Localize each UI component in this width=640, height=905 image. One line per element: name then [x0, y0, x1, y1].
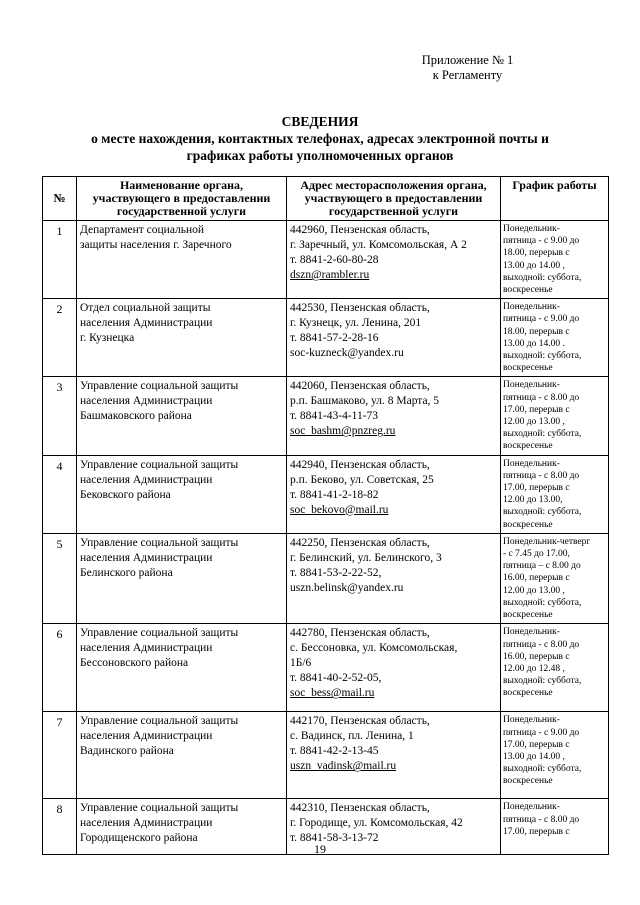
- schedule-line: Понедельник-: [503, 224, 560, 234]
- address-line: г. Заречный, ул. Комсомольская, А 2: [290, 239, 467, 251]
- row-number: 5: [43, 533, 77, 623]
- email-link[interactable]: soc-kuzneck@yandex.ru: [290, 347, 404, 360]
- annex-line-2: к Регламенту: [432, 68, 503, 82]
- table-row: [43, 712, 609, 799]
- table-row: [43, 533, 609, 623]
- organ-name-line: Отдел социальной защиты: [80, 302, 211, 315]
- row-number: 1: [43, 221, 77, 299]
- address-line: 442780, Пензенская область,: [290, 627, 430, 640]
- organ-name-line: населения Администрации: [80, 642, 213, 655]
- schedule-line: 16.00, перерыв с: [503, 651, 570, 662]
- schedule-line: 12.00 до 13.00 ,: [503, 417, 565, 428]
- address-line: г. Белинский, ул. Белинского, 3: [290, 551, 442, 564]
- schedule-line: 17.00, перерыв с: [503, 739, 570, 750]
- schedule-line: 12.00 до 13.00 ,: [503, 585, 565, 596]
- schedule-line: Понедельник-четверг: [503, 536, 591, 547]
- schedule-line: 12.00 до 13.00,: [503, 495, 563, 506]
- schedule-line: выходной: суббота,: [503, 272, 582, 283]
- table-row: [43, 624, 609, 712]
- work-schedule: [501, 624, 609, 712]
- schedule-line: выходной: суббота,: [503, 597, 582, 608]
- address-line: 442960, Пензенская область,: [290, 224, 430, 236]
- schedule-line: Понедельник-: [503, 802, 560, 813]
- schedule-line: выходной: суббота,: [503, 764, 582, 775]
- work-schedule: [501, 377, 609, 455]
- organ-name: [77, 299, 287, 377]
- organs-table: [42, 176, 609, 855]
- header-name-line: участвующего в предоставлении: [92, 192, 271, 205]
- schedule-line: пятница - с 8.00 до: [503, 814, 580, 825]
- organ-address: [287, 455, 501, 533]
- organ-address: [287, 377, 501, 455]
- table-body: [43, 221, 609, 855]
- schedule-line: воскресенье: [503, 688, 553, 699]
- address-line: г. Кузнецк, ул. Ленина, 201: [290, 317, 422, 330]
- header-num: №: [43, 177, 77, 221]
- schedule-line: воскресенье: [503, 776, 553, 787]
- address-line: т. 8841-2-60-80-28: [290, 254, 379, 266]
- header-address-line: государственной услуги: [328, 205, 459, 218]
- schedule-line: выходной: суббота,: [503, 676, 582, 687]
- organ-name-line: г. Кузнецка: [80, 332, 135, 345]
- organ-name-line: Управление социальной защиты: [80, 536, 239, 549]
- organ-name-line: населения Администрации: [80, 730, 213, 743]
- organ-name-line: населения Администрации: [80, 395, 213, 408]
- table-row: [43, 221, 609, 299]
- organ-name-line: Департамент социальной: [80, 224, 205, 236]
- organ-name-line: Бековского района: [80, 488, 171, 501]
- address-line: т. 8841-58-3-13-72: [290, 832, 379, 845]
- row-number: 7: [43, 712, 77, 799]
- schedule-line: воскресенье: [503, 441, 553, 452]
- organ-name-line: Управление социальной защиты: [80, 458, 239, 471]
- address-line: 442170, Пензенская область,: [290, 715, 430, 728]
- schedule-line: пятница - с 8.00 до: [503, 470, 580, 481]
- organ-address: [287, 221, 501, 299]
- row-number: 6: [43, 624, 77, 712]
- email-link[interactable]: soc_bess@mail.ru: [290, 687, 375, 700]
- schedule-line: 16.00, перерыв с: [503, 573, 570, 584]
- organ-name: [77, 455, 287, 533]
- schedule-line: 18.00, перерыв с: [503, 326, 570, 337]
- schedule-line: воскресенье: [503, 610, 553, 621]
- organ-name-line: Управление социальной защиты: [80, 715, 239, 728]
- organ-address: [287, 533, 501, 623]
- email-link[interactable]: dszn@rambler.ru: [290, 269, 370, 281]
- work-schedule: [501, 455, 609, 533]
- address-line: г. Городище, ул. Комсомольская, 42: [290, 817, 463, 830]
- organ-address: [287, 624, 501, 712]
- schedule-line: 18.00, перерыв с: [503, 248, 570, 259]
- address-line: т. 8841-43-4-11-73: [290, 410, 379, 423]
- row-number: 2: [43, 299, 77, 377]
- organ-name-line: Бессоновского района: [80, 657, 189, 670]
- header-address: [287, 177, 501, 221]
- schedule-line: Понедельник-: [503, 715, 560, 726]
- address-line: 442060, Пензенская область,: [290, 380, 430, 393]
- address-line: т. 8841-40-2-52-05,: [290, 672, 382, 685]
- header-address-line: Адрес месторасположения органа,: [300, 179, 487, 192]
- organ-name: [77, 712, 287, 799]
- annex-note: [380, 53, 555, 83]
- organ-name-line: Городищенского района: [80, 832, 198, 845]
- schedule-line: 12.00 до 12.48 ,: [503, 663, 565, 674]
- address-line: с. Бессоновка, ул. Комсомольская,: [290, 642, 458, 655]
- heading-line-2: о месте нахождения, контактных телефонах, адресах электронной почты и: [91, 131, 549, 146]
- schedule-line: Понедельник-: [503, 627, 560, 638]
- document-heading: [40, 113, 600, 164]
- schedule-line: пятница - с 9.00 до: [503, 236, 580, 247]
- schedule-line: выходной: суббота,: [503, 351, 582, 362]
- annex-line-1: Приложение № 1: [421, 53, 514, 67]
- schedule-line: пятница - с 9.00 до: [503, 314, 580, 325]
- schedule-line: воскресенье: [503, 285, 553, 296]
- address-line: 442250, Пензенская область,: [290, 536, 430, 549]
- schedule-line: 13.00 до 14.00 .: [503, 338, 565, 349]
- schedule-line: 13.00 до 14.00 ,: [503, 751, 565, 762]
- header-name-line: Наименование органа,: [119, 179, 244, 192]
- organ-name-line: Управление социальной защиты: [80, 802, 239, 815]
- address-line: 442310, Пензенская область,: [290, 802, 430, 815]
- address-line: т. 8841-53-2-22-52,: [290, 566, 382, 579]
- table-row: [43, 455, 609, 533]
- schedule-line: пятница - с 9.00 до: [503, 727, 580, 738]
- header-schedule: График работы: [501, 177, 609, 221]
- organ-name-line: населения Администрации: [80, 817, 213, 830]
- organ-name-line: населения Администрации: [80, 551, 213, 564]
- schedule-line: воскресенье: [503, 519, 553, 530]
- email-link[interactable]: soc_bashm@pnzreg.ru: [290, 425, 396, 438]
- schedule-line: 13.00 до 14.00 ,: [503, 260, 565, 271]
- organ-name-line: Белинского района: [80, 566, 173, 579]
- email-link[interactable]: soc_bekovo@mail.ru: [290, 503, 389, 516]
- email-link[interactable]: uszn_vadinsk@mail.ru: [290, 760, 397, 773]
- organ-name-line: Управление социальной защиты: [80, 380, 239, 393]
- address-line: т. 8841-41-2-18-82: [290, 488, 379, 501]
- organ-address: [287, 712, 501, 799]
- email-link[interactable]: uszn.belinsk@yandex.ru: [290, 581, 404, 594]
- address-line: 1Б/6: [290, 657, 312, 670]
- organ-name-line: Башмаковского района: [80, 410, 192, 423]
- header-address-line: участвующего в предоставлении: [304, 192, 483, 205]
- address-line: 442530, Пензенская область,: [290, 302, 430, 315]
- row-number: 4: [43, 455, 77, 533]
- schedule-line: 17.00, перерыв с: [503, 404, 570, 415]
- work-schedule: [501, 712, 609, 799]
- row-number: 3: [43, 377, 77, 455]
- page-number: 19: [314, 842, 326, 856]
- organ-name: [77, 533, 287, 623]
- schedule-line: выходной: суббота,: [503, 429, 582, 440]
- schedule-line: - с 7.45 до 17.00,: [503, 549, 570, 560]
- schedule-line: выходной: суббота,: [503, 507, 582, 518]
- organ-name-line: населения Администрации: [80, 317, 213, 330]
- table-row: [43, 299, 609, 377]
- schedule-line: 17.00, перерыв с: [503, 483, 570, 494]
- organ-name: [77, 377, 287, 455]
- schedule-line: пятница - с 8.00 до: [503, 392, 580, 403]
- header-name-line: государственной услуги: [116, 205, 247, 218]
- schedule-line: Понедельник-: [503, 302, 560, 313]
- schedule-line: пятница - с 8.00 до: [503, 639, 580, 650]
- table-header-row: [43, 177, 609, 221]
- schedule-line: Понедельник-: [503, 458, 560, 469]
- organ-name-line: населения Администрации: [80, 473, 213, 486]
- schedule-line: пятница – с 8.00 до: [503, 561, 581, 572]
- address-line: 442940, Пензенская область,: [290, 458, 430, 471]
- schedule-line: 17.00, перерыв с: [503, 826, 570, 837]
- work-schedule: [501, 299, 609, 377]
- organ-name-line: защиты населения г. Заречного: [80, 239, 232, 251]
- organ-name-line: Управление социальной защиты: [80, 627, 239, 640]
- address-line: р.п. Башмаково, ул. 8 Марта, 5: [290, 395, 440, 408]
- header-name: [77, 177, 287, 221]
- organ-name: [77, 624, 287, 712]
- address-line: с. Вадинск, пл. Ленина, 1: [290, 730, 414, 743]
- work-schedule: [501, 533, 609, 623]
- table-row: [43, 377, 609, 455]
- organ-name: [77, 221, 287, 299]
- row-number: 8: [43, 799, 77, 855]
- organ-address: [287, 299, 501, 377]
- address-line: т. 8841-42-2-13-45: [290, 745, 379, 758]
- heading-line-3: графиках работы уполномоченных органов: [186, 148, 454, 163]
- work-schedule: [501, 221, 609, 299]
- organ-name-line: Вадинского района: [80, 745, 174, 758]
- schedule-line: воскресенье: [503, 363, 553, 374]
- address-line: т. 8841-57-2-28-16: [290, 332, 379, 345]
- heading-title: СВЕДЕНИЯ: [281, 114, 359, 129]
- schedule-line: Понедельник-: [503, 380, 560, 391]
- address-line: р.п. Беково, ул. Советская, 25: [290, 473, 434, 486]
